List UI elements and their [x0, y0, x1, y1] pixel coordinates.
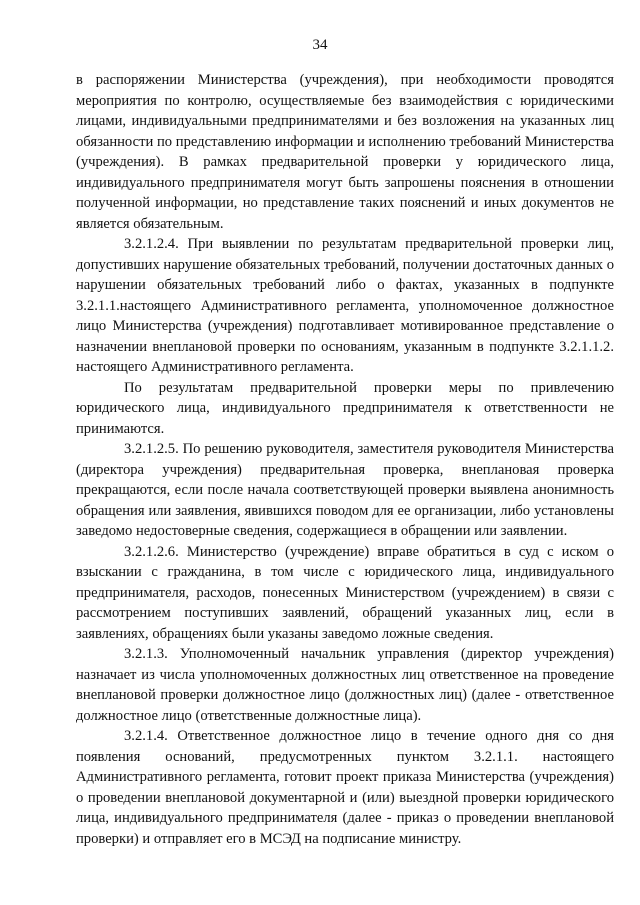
page-number: 34 [312, 37, 328, 53]
document-body [76, 70, 614, 849]
paragraph-3-2-1-2-4: 3.2.1.2.4. При выявлении по результатам предварительной проверки лиц, допустивших нарушение обязательных требований, получении достаточных данных о нарушении обязательных требований либо о фактах, указанных в подпункте 3.2.1.1.настоящего Административного регламента, уполномоченное должностное лицо Министерства (учреждения) подготавливает мотивированное представление о назначении внеплановой проверки по основаниям, указанным в подпункте 3.2.1.1.2. настоящего Административного регламента. [76, 236, 614, 375]
paragraph-3-2-1-4: 3.2.1.4. Ответственное должностное лицо в течение одного дня со дня появления оснований, предусмотренных пунктом 3.2.1.1. настоящего Административного регламента, готовит проект приказа Министерства (учреждения) о проведении внеплановой документарной и (или) выездной проверки юридического лица, индивидуального предпринимателя (далее - приказ о проведении внеплановой проверки) и отправляет его в МСЭД на подписание министру. [76, 728, 614, 847]
paragraph-results-note: По результатам предварительной проверки меры по привлечению юридического лица, индивидуального предпринимателя к ответственности не принимаются. [76, 379, 614, 437]
paragraph-continuation: в распоряжении Министерства (учреждения), при необходимости проводятся мероприятия по контролю, осуществляемые без взаимодействия с юридическими лицами, индивидуальными предпринимателями и без возложения на указанных лиц обязанности по представлению информации и исполнению требований Министерства (учреждения). В рамках предварительной проверки у юридического лица, индивидуального предпринимателя могут быть запрошены пояснения в отношении полученной информации, но представление таких пояснений и иных документов не является обязательным. [76, 72, 614, 232]
paragraph-3-2-1-2-5: 3.2.1.2.5. По решению руководителя, заместителя руководителя Министерства (директора учреждения) предварительная проверка, внеплановая проверка прекращаются, если после начала соответствующей проверки выявлена анонимность обращения или заявления, явившихся поводом для ее организации, либо установлены заведомо недостоверные сведения, содержащиеся в обращении или заявлении. [76, 441, 614, 539]
paragraph-3-2-1-3: 3.2.1.3. Уполномоченный начальник управления (директор учреждения) назначает из числа уполномоченных должностных лиц ответственное на проведение внеплановой проверки должностное лицо (должностных лиц) (далее - ответственное должностное лицо (ответственные должностные лица). [76, 646, 614, 724]
paragraph-3-2-1-2-6: 3.2.1.2.6. Министерство (учреждение) вправе обратиться в суд с иском о взыскании с гражданина, в том числе с юридического лица, индивидуального предпринимателя, расходов, понесенных Министерством (учреждением) в связи с рассмотрением поступивших заявлений, обращений указанных лиц, если в заявлениях, обращениях были указаны заведомо ложные сведения. [76, 543, 614, 642]
